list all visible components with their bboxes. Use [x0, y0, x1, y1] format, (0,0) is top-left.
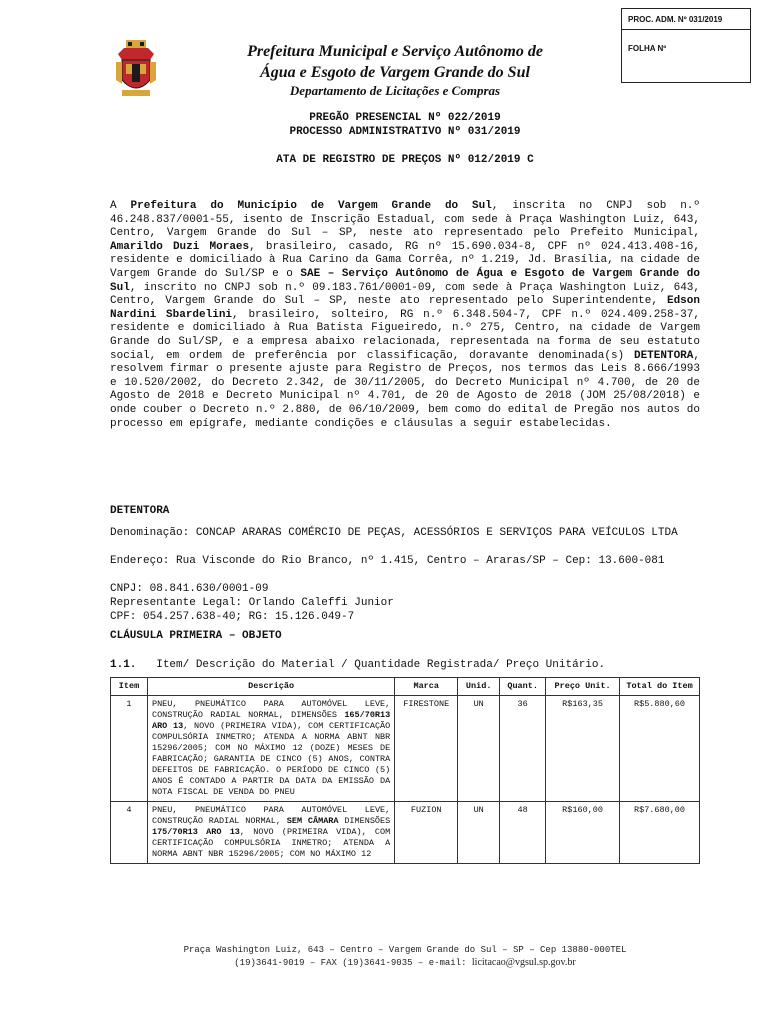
processo-title: PROCESSO ADMINISTRATIVO Nº 031/2019: [289, 126, 521, 138]
col-unid: Unid.: [458, 678, 500, 696]
row-item: 1: [111, 696, 148, 802]
table-row: [111, 696, 700, 802]
footer-address: Praça Washington Luiz, 643 – Centro – Vargem Grande do Sul – SP – Cep 13880-000TEL: [183, 945, 627, 955]
header-title-line1: Prefeitura Municipal e Serviço Autônomo de: [247, 43, 543, 60]
row-total: R$7.680,00: [620, 802, 700, 864]
municipal-crest-icon: [116, 40, 156, 98]
proc-adm-text: PROC. ADM. Nº 031/2019: [628, 15, 723, 24]
table-header-row: [111, 678, 700, 696]
row-marca: FUZION: [395, 802, 458, 864]
row-unid: UN: [458, 696, 500, 802]
row-descricao: PNEU, PNEUMÁTICO PARA AUTOMÓVEL LEVE, CONSTRUÇÃO RADIAL NORMAL, SEM CÂMARA DIMENSÕES 175/70R13 ARO 13, NOVO (PRIMEIRA VIDA), COM CERTIFICAÇÃO COMPULSÓRIA INMETRO; ATENDA A NORMA ABNT NBR 15296/2005; COM NO MÁXIMO 12: [147, 802, 394, 864]
ata-title: ATA DE REGISTRO DE PREÇOS Nº 012/2019 C: [276, 154, 534, 166]
detentora-denominacao: Denominação: CONCAP ARARAS COMÉRCIO DE PEÇAS, ACESSÓRIOS E SERVIÇOS PARA VEÍCULOS LTDA: [110, 527, 678, 539]
row-quant: 36: [500, 696, 546, 802]
detentora-cpf: CPF: 054.257.638-40; RG: 15.126.049-7: [110, 611, 355, 623]
proc-adm-stamp: [621, 8, 751, 30]
folha-text: FOLHA Nº: [628, 44, 667, 53]
clausula-item: 1.1. Item/ Descrição do Material / Quantidade Registrada/ Preço Unitário.: [110, 659, 606, 671]
header-title-line2: Água e Esgoto de Vargem Grande do Sul: [260, 64, 530, 81]
col-quant: Quant.: [500, 678, 546, 696]
clausula-heading: CLÁUSULA PRIMEIRA – OBJETO: [110, 630, 282, 642]
footer-contact: (19)3641-9019 – FAX (19)3641-9035 – e-mail: licitacao@vgsul.sp.gov.br: [234, 957, 576, 968]
row-total: R$5.880,60: [620, 696, 700, 802]
pregao-title: PREGÃO PRESENCIAL Nº 022/2019: [309, 112, 501, 124]
department-name: Departamento de Licitações e Compras: [289, 83, 501, 98]
footer-email-link[interactable]: licitacao@vgsul.sp.gov.br: [471, 957, 576, 968]
row-item: 4: [111, 802, 148, 864]
folha-stamp: [621, 29, 751, 83]
row-quant: 48: [500, 802, 546, 864]
table-row: [111, 802, 700, 864]
col-total: Total do Item: [620, 678, 700, 696]
row-preco: R$163,35: [546, 696, 620, 802]
col-descricao: Descrição: [147, 678, 394, 696]
row-preco: R$160,00: [546, 802, 620, 864]
detentora-endereco: Endereço: Rua Visconde do Rio Branco, nº 1.415, Centro – Araras/SP – Cep: 13.600-081: [110, 555, 665, 567]
detentora-representante: Representante Legal: Orlando Caleffi Junior: [110, 597, 394, 609]
row-marca: FIRESTONE: [395, 696, 458, 802]
col-marca: Marca: [395, 678, 458, 696]
col-preco: Preço Unit.: [546, 678, 620, 696]
col-item: Item: [111, 678, 148, 696]
detentora-heading: DETENTORA: [110, 505, 170, 517]
row-unid: UN: [458, 802, 500, 864]
detentora-cnpj: CNPJ: 08.841.630/0001-09: [110, 583, 269, 595]
items-table: [110, 677, 700, 864]
row-descricao: PNEU, PNEUMÁTICO PARA AUTOMÓVEL LEVE, CONSTRUÇÃO RADIAL NORMAL, DIMENSÕES 165/70R13 ARO 13, NOVO (PRIMEIRA VIDA), COM CERTIFICAÇÃO COMPULSÓRIA INMETRO; ATENDA A NORMA ABNT NBR 15296/2005; COM NO MÁXIMO 12 (DOZE) MESES DE FABRICAÇÃO; GARANTIA DE CINCO (5) ANOS, CONTRA DEFEITOS DE FABRICAÇÃO. O PERÍODO DE CINCO (5) ANOS É CONTADO A PARTIR DA DATA DA EMISSÃO DA NOTA FISCAL DE VENDA DO PNEU: [147, 696, 394, 802]
intro-paragraph: A Prefeitura do Município de Vargem Grande do Sul, inscrita no CNPJ sob n.º 46.248.837/0001-55, isento de Inscrição Estadual, com sede à Praça Washington Luiz, 643, Centro, Vargem Grande do Sul – SP, neste ato representado pelo Prefeito Municipal, Amarildo Duzi Moraes, brasileiro, casado, RG nº 15.690.034-8, CPF nº 024.413.408-16, residente e domiciliado à Rua Carino da Gama Corrêa, nº 1.219, Jd. Brasília, na cidade de Vargem Grande do Sul/SP e o SAE – Serviço Autônomo de Água e Esgoto de Vargem Grande do Sul, inscrito no CNPJ sob n.º 09.183.761/0001-09, com sede à Praça Washington Luiz, 643, Centro, Vargem Grande do Sul – SP, neste ato representado pelo Superintendente, Edson Nardini Sbardelini, brasileiro, solteiro, RG n.º 6.348.504-7, CPF n.º 024.409.258-37, residente e domiciliado à Rua Batista Figueiredo, n.º 275, Centro, na cidade de Vargem Grande do Sul/SP, e a empresa abaixo relacionada, representada na forma de seu estatuto social, em ordem de preferência por classificação, doravante denominada(s) DETENTORA, resolvem firmar o presente ajuste para Registro de Preços, nos termos das Leis 8.666/1993 e 10.520/2002, do Decreto 2.342, de 30/11/2005, do Decreto Municipal nº 4.700, de 20 de Agosto de 2018 e Decreto Municipal nº 4.701, de 20 de Agosto de 2018 (JOM 25/08/2018) e onde couber o Decreto n.º 2.880, de 06/10/2009, bem como do edital de Pregão nos autos do processo em epígrafe, mediante condições e cláusulas a seguir estabelecidas.: [110, 200, 700, 430]
